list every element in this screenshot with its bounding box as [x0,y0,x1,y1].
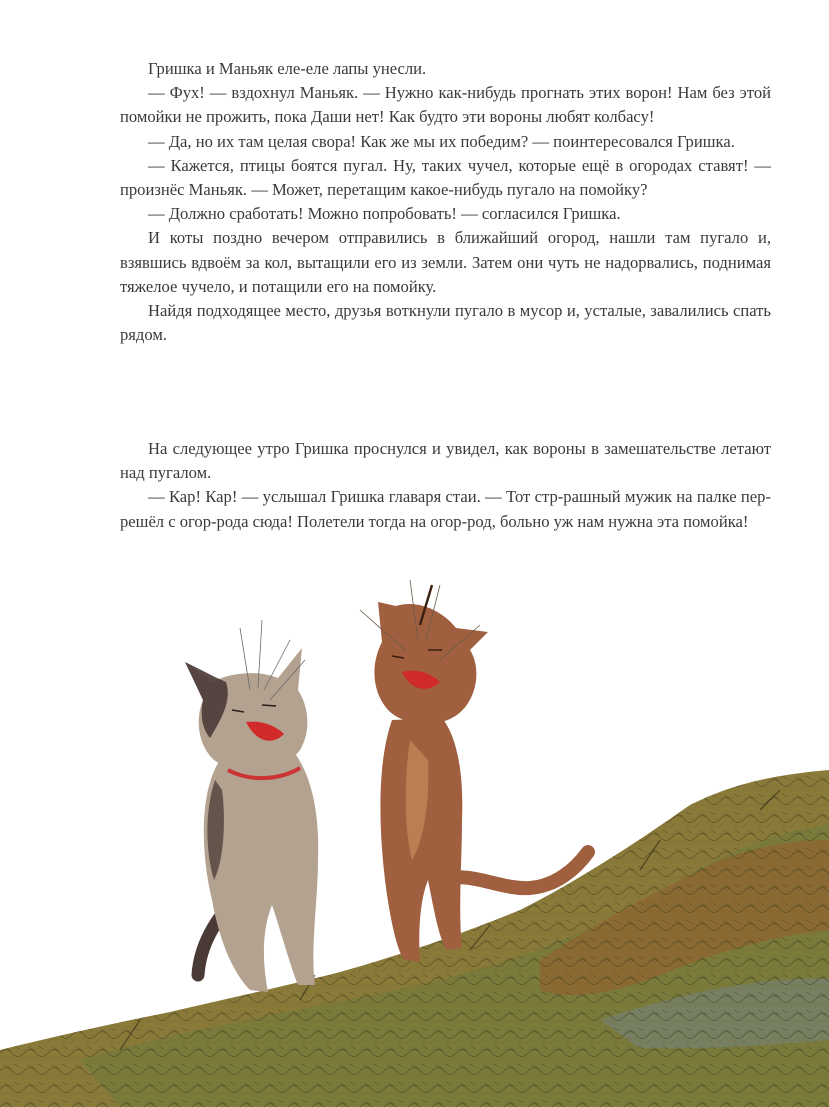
cat-left [185,620,318,992]
story-text-block-2 [120,437,771,534]
paragraph: Найдя подходящее место, друзья воткнули пугало в мусор и, усталые, завалились спать рядом. [120,301,771,345]
paragraph: — Кажется, птицы боятся пугал. Ну, таких чучел, которые ещё в огородах ставят! — произнёс Маньяк. — Может, перетащим какое-нибудь пугало на помойку? [120,155,771,200]
paragraph: Гришка и Маньяк еле-еле лапы унесли. [148,59,427,78]
cats-on-hill-illustration [0,570,829,1107]
paragraph: — Да, но их там целая свора! Как же мы их победим? — поинтересовался Гришка. [148,131,735,151]
story-text-block-1 [120,57,771,347]
paragraph: И коты поздно вечером отправились в ближайший огород, нашли там пугало и, взявшись вдвоём за кол, вытащили его из земли. Затем они чуть не надорвались, поднимая тяжелое чучело, и потащили его на помойку. [120,228,771,296]
paragraph: — Должно сработать! Можно попробовать! — согласился Гришка. [148,204,621,224]
paragraph: — Фух! — вздохнул Маньяк. — Нужно как-нибудь прогнать этих ворон! Нам без этой помойки не прожить, пока Даши нет! Как будто эти вороны любят колбасу! [120,83,771,127]
paragraph: — Кар! Кар! — услышал Гришка главаря стаи. — Тот стр-рашный мужик на палке пер-решёл с огор-рода сюда! Полетели тогда на огор-род, больно уж нам нужна эта помойка! [120,487,771,531]
paragraph: На следующее утро Гришка проснулся и увидел, как вороны в замешательстве летают над пугалом. [120,439,771,483]
